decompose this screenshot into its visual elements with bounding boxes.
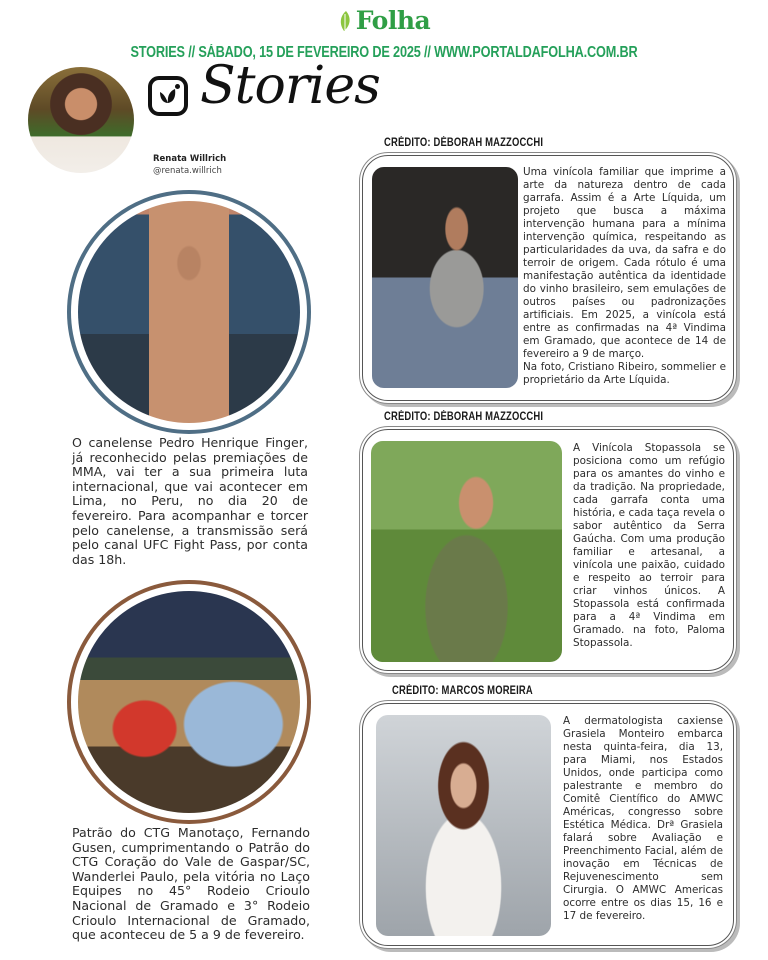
- story-photo-fighter: [67, 190, 311, 434]
- story-photo-dermatologist: [376, 715, 551, 936]
- leaf-instagram-icon: [148, 76, 188, 116]
- photo-credit: CRÉDITO: DÉBORAH MAZZOCCHI: [384, 411, 544, 423]
- story-paragraph: Uma vinícola familiar que imprime a arte da natureza dentro de cada garrafa. Assim é a Arte Líquida, um projeto que busca a máxima intervenção humana para a mínima intervenção química, respeitando as particularidades da uva, da safra e do terroir de origem. Cada rótulo é uma manifestação autêntica da identidade do vinho brasileiro, sem emulações de outros países ou padronizações artificiais. Em 2025, a vinícola está entre as confirmadas na 4ª Vindima em Gramado, que acontece de 14 de fevereiro a 9 de março.: [523, 166, 726, 360]
- photo-credit: CRÉDITO: DÉBORAH MAZZOCCHI: [384, 137, 544, 149]
- story-paragraph-caption: Na foto, Cristiano Ribeiro, sommelier e proprietário da Arte Líquida.: [523, 361, 726, 386]
- story-photo-sommelier: [372, 167, 518, 388]
- logo-text: Folha: [355, 6, 431, 35]
- story-text-rodeo: Patrão do CTG Manotaço, Fernando Gusen, cumprimentando o Patrão do CTG Coração do Vale de Gaspar/SC, Wanderlei Paulo, pela vitória no Laço Equipes no 45° Rodeio Crioulo Nacional de Gramado e 3° Rodeio Crioulo Internacional de Gramado, que aconteceu de 5 a 9 de fevereiro.: [72, 825, 310, 943]
- column-title: Stories: [200, 56, 380, 116]
- masthead: [0, 6, 768, 36]
- author-handle[interactable]: @renata.willrich: [153, 166, 222, 176]
- story-photo-winemaker: [371, 441, 562, 662]
- story-card-arte-liquida: [362, 155, 734, 401]
- leaf-icon: [152, 80, 184, 112]
- story-card-stopassola: [362, 429, 734, 671]
- author-avatar: [28, 67, 134, 173]
- story-text-stopassola: A Vinícola Stopassola se posiciona como um refúgio para os amantes do vinho e da tradição. Na propriedade, cada garrafa conta uma história, e cada taça revela o sabor autêntico da Serra Gaúcha. Com uma produção familiar e artesanal, a vinícola une paixão, cuidado e respeito ao terroir para criar vinhos únicos. A Stopassola está confirmada para a 4ª Vindima em Gramado. na foto, Paloma Stopassola.: [573, 442, 725, 649]
- story-text-arte-liquida: [523, 166, 726, 387]
- story-text-dermatologist: A dermatologista caxiense Grasiela Monteiro embarca nesta quinta-feira, dia 13, para Miami, nos Estados Unidos, onde participa como palestrante e membro do Comitê Científico do AMWC Américas, congresso sobre Estética Médica. Drª Grasiela falará sobre Avaliação e Preenchimento Facial, além de inovação em Técnicas de Rejuvenescimento sem Cirurgia. O AMWC Americas ocorre entre os dias 15, 16 e 17 de fevereiro.: [563, 715, 723, 922]
- dateline: STORIES // SÁBADO, 15 DE FEVEREIRO DE 2025 // WWW.PORTALDAFOLHA.COM.BR: [130, 44, 638, 61]
- photo-credit: CRÉDITO: MARCOS MOREIRA: [392, 685, 533, 697]
- author-name: Renata Willrich: [153, 154, 227, 164]
- leaf-icon: [338, 10, 354, 32]
- folha-logo[interactable]: [338, 6, 430, 35]
- story-text-fighter: O canelense Pedro Henrique Finger, já reconhecido pelas premiações de MMA, vai ter a sua primeira luta internacional, que vai acontecer em Lima, no Peru, no dia 20 de fevereiro. Para acompanhar e torcer pelo canelense, a transmissão será pelo canal UFC Fight Pass, por conta das 18h.: [72, 435, 308, 567]
- story-card-dermatologist: [362, 703, 734, 946]
- story-photo-rodeo: [67, 580, 311, 824]
